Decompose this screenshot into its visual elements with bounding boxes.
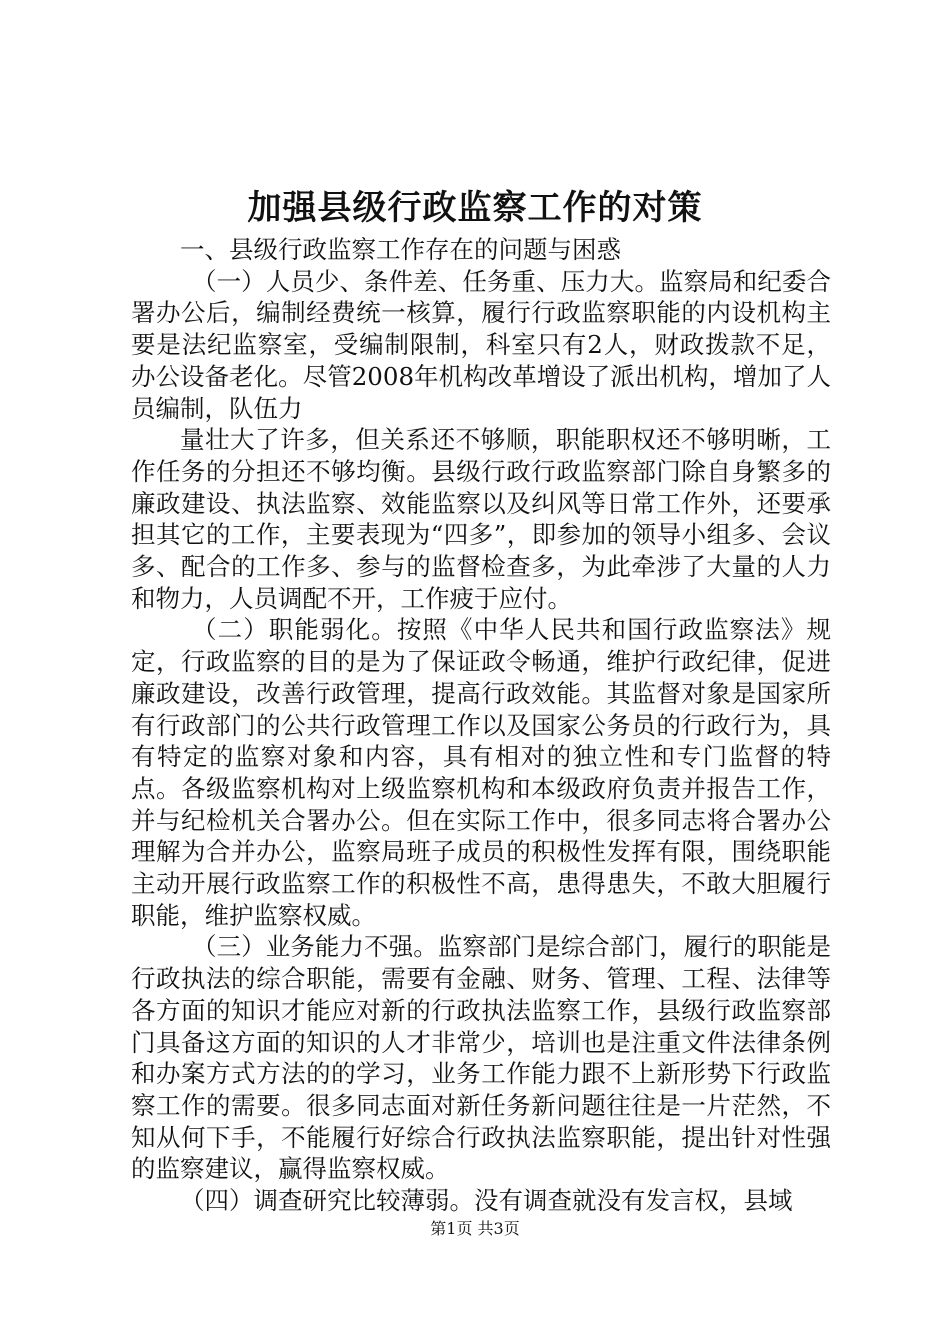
paragraph: （四）调查研究比较薄弱。没有调查就没有发言权，县域 — [180, 1186, 793, 1216]
paragraph: （一）人员少、条件差、任务重、压力大。监察局和纪委合署办公后，编制经费统一核算，履行行政监察职能的内设机构主要是法纪监察室，受编制限制，科室只有2人，财政拨款不足，办公设备老化。尽管2008年机构改革增设了派出机构，增加了人员编制，队伍力 — [131, 266, 831, 423]
page-footer: 第1页 共3页 — [430, 1219, 520, 1238]
paragraph: 量壮大了许多，但关系还不够顺，职能职权还不够明晰，工作任务的分担还不够均衡。县级行政行政监察部门除自身繁多的廉政建设、执法监察、效能监察以及纠风等日常工作外，还要承担其它的工作，主要表现为“四多”，即参加的领导小组多、会议多、配合的工作多、参与的监督检查多，为此牵涉了大量的人力和物力，人员调配不开，工作疲于应付。 — [131, 425, 831, 613]
paragraph: （三）业务能力不强。监察部门是综合部门，履行的职能是行政执法的综合职能，需要有金融、财务、管理、工程、法律等各方面的知识才能应对新的行政执法监察工作，县级行政监察部门具备这方面的知识的人才非常少，培训也是注重文件法律条例和办案方式方法的的学习，业务工作能力跟不上新形势下行政监察工作的需要。很多同志面对新任务新问题往往是一片茫然，不知从何下手，不能履行好综合行政执法监察职能，提出针对性强的监察建议，赢得监察权威。 — [131, 932, 831, 1184]
paragraph: （二）职能弱化。按照《中华人民共和国行政监察法》规定，行政监察的目的是为了保证政令畅通，维护行政纪律，促进廉政建设，改善行政管理，提高行政效能。其监督对象是国家所有行政部门的公共行政管理工作以及国家公务员的行政行为，具有特定的监察对象和内容，具有相对的独立性和专门监督的特点。各级监察机构对上级监察机构和本级政府负责并报告工作，并与纪检机关合署办公。但在实际工作中，很多同志将合署办公理解为合并办公，监察局班子成员的积极性发挥有限，围绕职能主动开展行政监察工作的积极性不高，患得患失，不敢大胆履行职能，维护监察权威。 — [131, 615, 831, 930]
section-heading: 一、县级行政监察工作存在的问题与困惑 — [180, 235, 621, 264]
document-title: 加强县级行政监察工作的对策 — [247, 188, 703, 228]
document-body — [131, 234, 831, 1217]
